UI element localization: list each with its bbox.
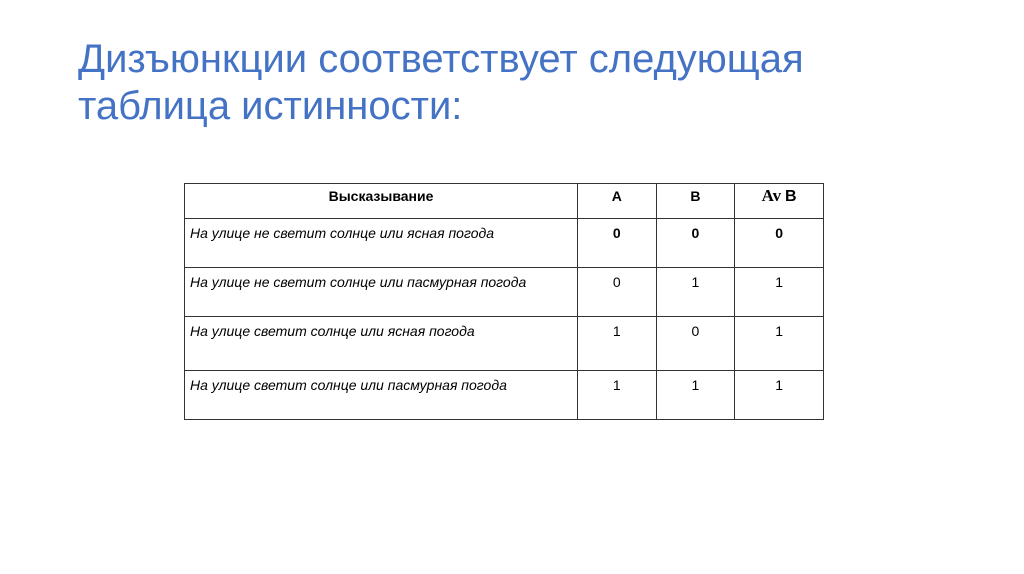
table-row (185, 268, 824, 317)
header-a-or-b-right: B (785, 188, 797, 205)
row-value-a: 0 (577, 219, 656, 268)
table-row (185, 371, 824, 420)
table-row (185, 219, 824, 268)
header-statement: Высказывание (185, 184, 578, 219)
row-value-a-or-b: 1 (735, 317, 824, 371)
row-value-a-or-b: 1 (735, 268, 824, 317)
row-value-b: 0 (656, 219, 735, 268)
row-value-a-or-b: 0 (735, 219, 824, 268)
row-statement: На улице не светит солнце или пасмурная погода (185, 268, 578, 317)
row-statement: На улице светит солнце или пасмурная погода (185, 371, 578, 420)
header-a: А (577, 184, 656, 219)
row-value-a: 0 (577, 268, 656, 317)
header-a-or-b (735, 184, 824, 219)
row-value-a: 1 (577, 371, 656, 420)
row-value-b: 1 (656, 371, 735, 420)
header-b: В (656, 184, 735, 219)
slide-title (78, 36, 958, 130)
table-header-row (185, 184, 824, 219)
row-value-b: 1 (656, 268, 735, 317)
row-value-a-or-b: 1 (735, 371, 824, 420)
slide-title-line-2: таблица истинности: (78, 84, 463, 128)
row-statement: На улице светит солнце или ясная погода (185, 317, 578, 371)
row-value-a: 1 (577, 317, 656, 371)
row-value-b: 0 (656, 317, 735, 371)
truth-table (184, 183, 824, 420)
table-row (185, 317, 824, 371)
header-a-or-b-left: Av (761, 186, 782, 205)
row-statement: На улице не светит солнце или ясная погода (185, 219, 578, 268)
slide-title-line-1: Дизъюнкции соответствует следующая (78, 37, 804, 81)
